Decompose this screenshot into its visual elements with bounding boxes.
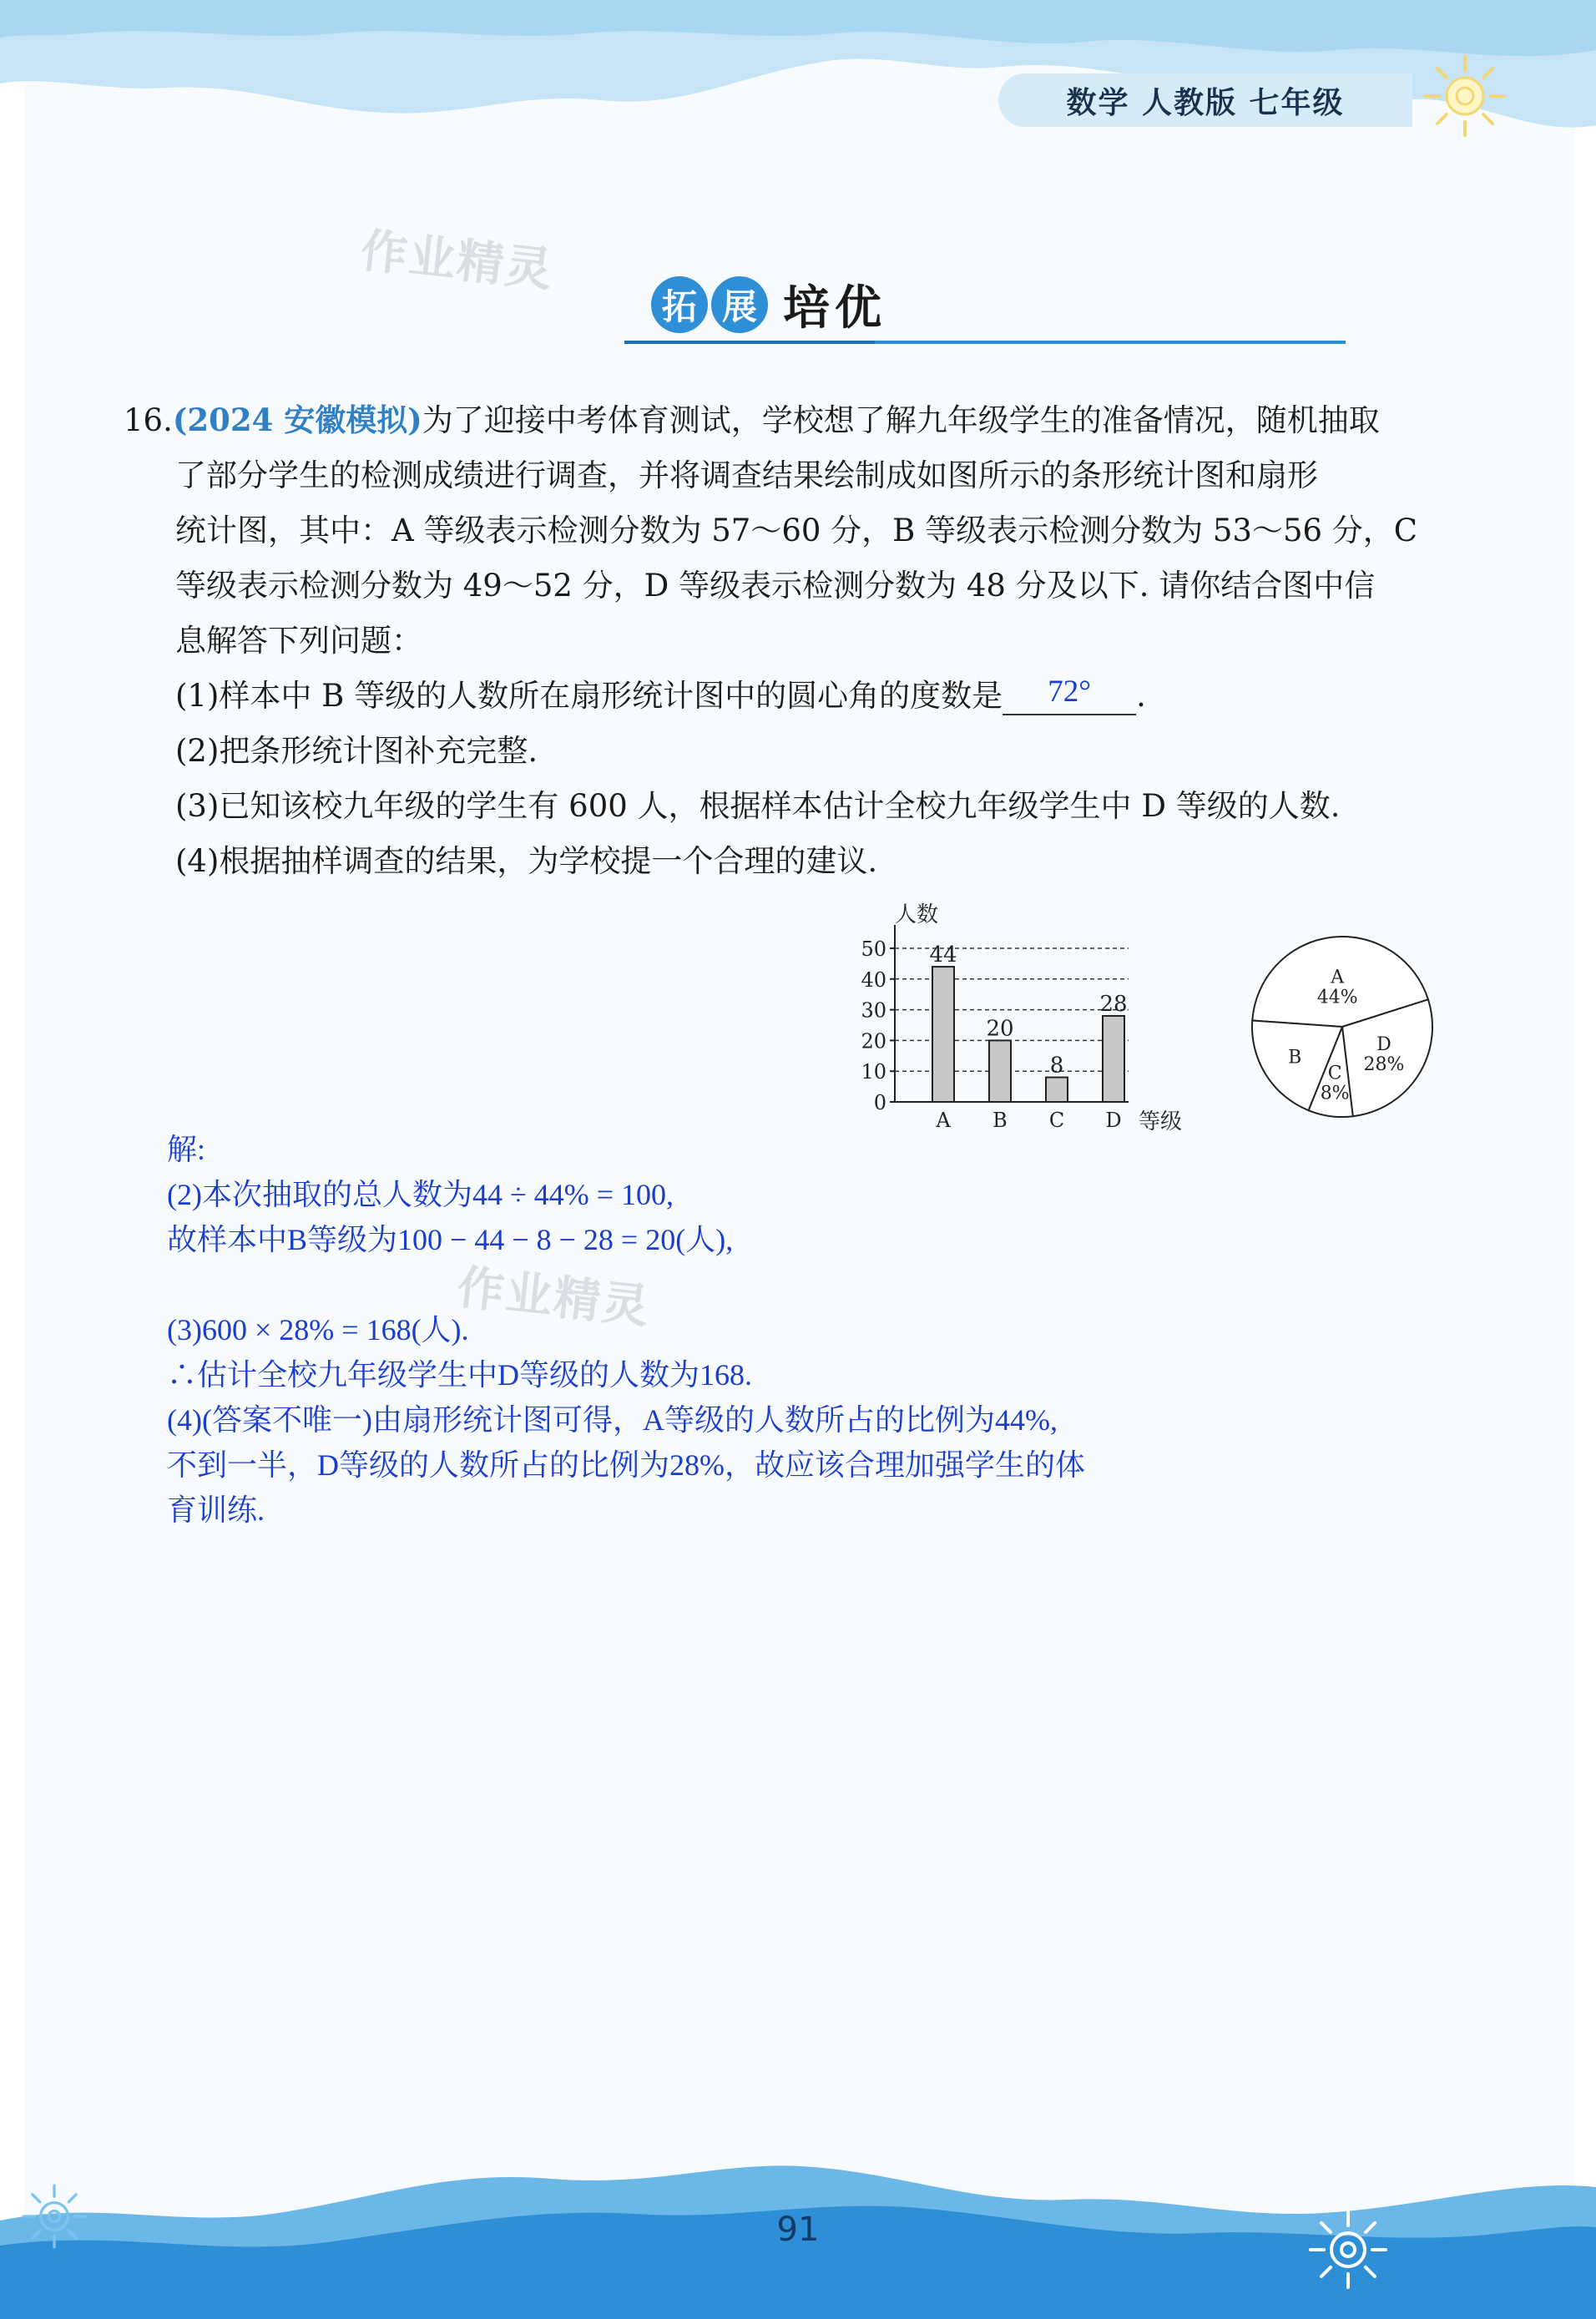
question-part-1 [124,669,1438,724]
stem-text: 为了迎接中考体育测试，学校想了解九年级学生的准备情况，随机抽取 [422,402,1380,438]
part-1-text: (1)样本中 B 等级的人数所在扇形统计图中的圆心角的度数是 [175,678,1003,714]
y-tick-label: 0 [873,1091,886,1114]
bar-value-label-D: 28 [1099,991,1128,1017]
sun-icon [1419,50,1511,142]
watermark: 作业精灵 [357,224,557,298]
question-stem-line-4: 等级表示检测分数为 49～52 分，D 等级表示检测分数为 48 分及以下. 请你结合图中信 [175,568,1376,604]
answer-line-4: (3)600 × 28% = 168(人). [167,1313,469,1346]
section-title-underline [624,341,1346,344]
question-stem-line-3: 统计图，其中：A 等级表示检测分数为 57～60 分，B 等级表示检测分数为 53～56 分，C [175,513,1418,548]
pie-label-A: A [1331,967,1345,988]
pie-label-B: B [1288,1047,1302,1069]
bar-value-label-B: 20 [986,1016,1014,1042]
bar-B [989,1040,1011,1102]
bar-D [1103,1016,1124,1102]
sun-icon-bottom-right [1302,2204,1394,2296]
y-tick-label: 40 [861,968,886,992]
page-number: 91 [776,2210,820,2249]
y-tick-label: 50 [861,937,886,961]
section-title-text: 培优 [783,281,886,336]
question-part-4: (4)根据抽样调查的结果，为学校提一个合理的建议. [175,843,878,879]
x-axis-title: 等级 [1139,1109,1183,1134]
bar-C [1046,1078,1068,1102]
answer-line-6: (4)(答案不唯一)由扇形统计图可得，A等级的人数所占的比例为44%, [167,1403,1058,1437]
header-subject-tab: 数学 人教版 七年级 [998,73,1412,127]
y-axis-title: 人数 [895,902,939,927]
watermark-2: 作业精灵 [454,1261,654,1335]
question-block [124,392,1438,889]
pie-label-D: D [1376,1034,1391,1056]
answer-heading: 解: [167,1133,206,1166]
answer-line-7: 不到一半，D等级的人数所占的比例为28%，故应该合理加强学生的体 [167,1448,1085,1482]
x-tick-label-C: C [1048,1109,1065,1132]
sun-icon-bottom-left [17,2179,92,2254]
pie-label-C: 8% [1320,1083,1350,1104]
bar-chart [845,892,1212,1142]
pie-chart [1242,927,1442,1127]
y-tick-label: 20 [861,1029,886,1053]
bar-value-label-A: 44 [929,942,957,968]
answer-block [167,1127,1319,1533]
y-tick-label: 10 [861,1060,886,1084]
bar-A [932,967,954,1102]
question-stem-line-5: 息解答下列问题： [175,623,422,659]
x-tick-label-B: B [992,1109,1008,1132]
bar-value-label-C: 8 [1049,1053,1064,1079]
part-1-suffix: . [1136,678,1146,714]
answer-line-5: ∴估计全校九年级学生中D等级的人数为168. [167,1358,752,1392]
section-title [651,267,886,342]
question-stem-line-2: 了部分学生的检测成绩进行调查，并将调查结果绘制成如图所示的条形统计图和扇形 [175,457,1318,493]
question-stem-line-1 [124,392,1438,448]
pie-label-C: C [1327,1063,1342,1084]
pie-label-A: 44% [1316,987,1358,1008]
question-source: (2024 安徽模拟) [172,402,422,438]
pie-label-D: 28% [1363,1054,1405,1076]
y-tick-label: 30 [861,998,886,1023]
section-title-circle-2: 展 [711,276,768,333]
part-1-answer-blank: 72° [1003,675,1136,715]
x-tick-label-D: D [1105,1109,1122,1132]
section-title-circle-1: 拓 [651,276,708,333]
question-number: 16. [124,402,173,438]
answer-line-2: 故样本中B等级为100 − 44 − 8 − 28 = 20(人), [167,1223,734,1256]
answer-line-8: 育训练. [167,1493,265,1527]
question-part-3: (3)已知该校九年级的学生有 600 人，根据样本估计全校九年级学生中 D 等级的人数. [175,788,1341,824]
x-tick-label-A: A [936,1109,951,1132]
question-part-2: (2)把条形统计图补充完整. [175,733,538,769]
answer-line-3 [167,1262,1319,1307]
answer-line-1: (2)本次抽取的总人数为44 ÷ 44% = 100, [167,1178,674,1211]
